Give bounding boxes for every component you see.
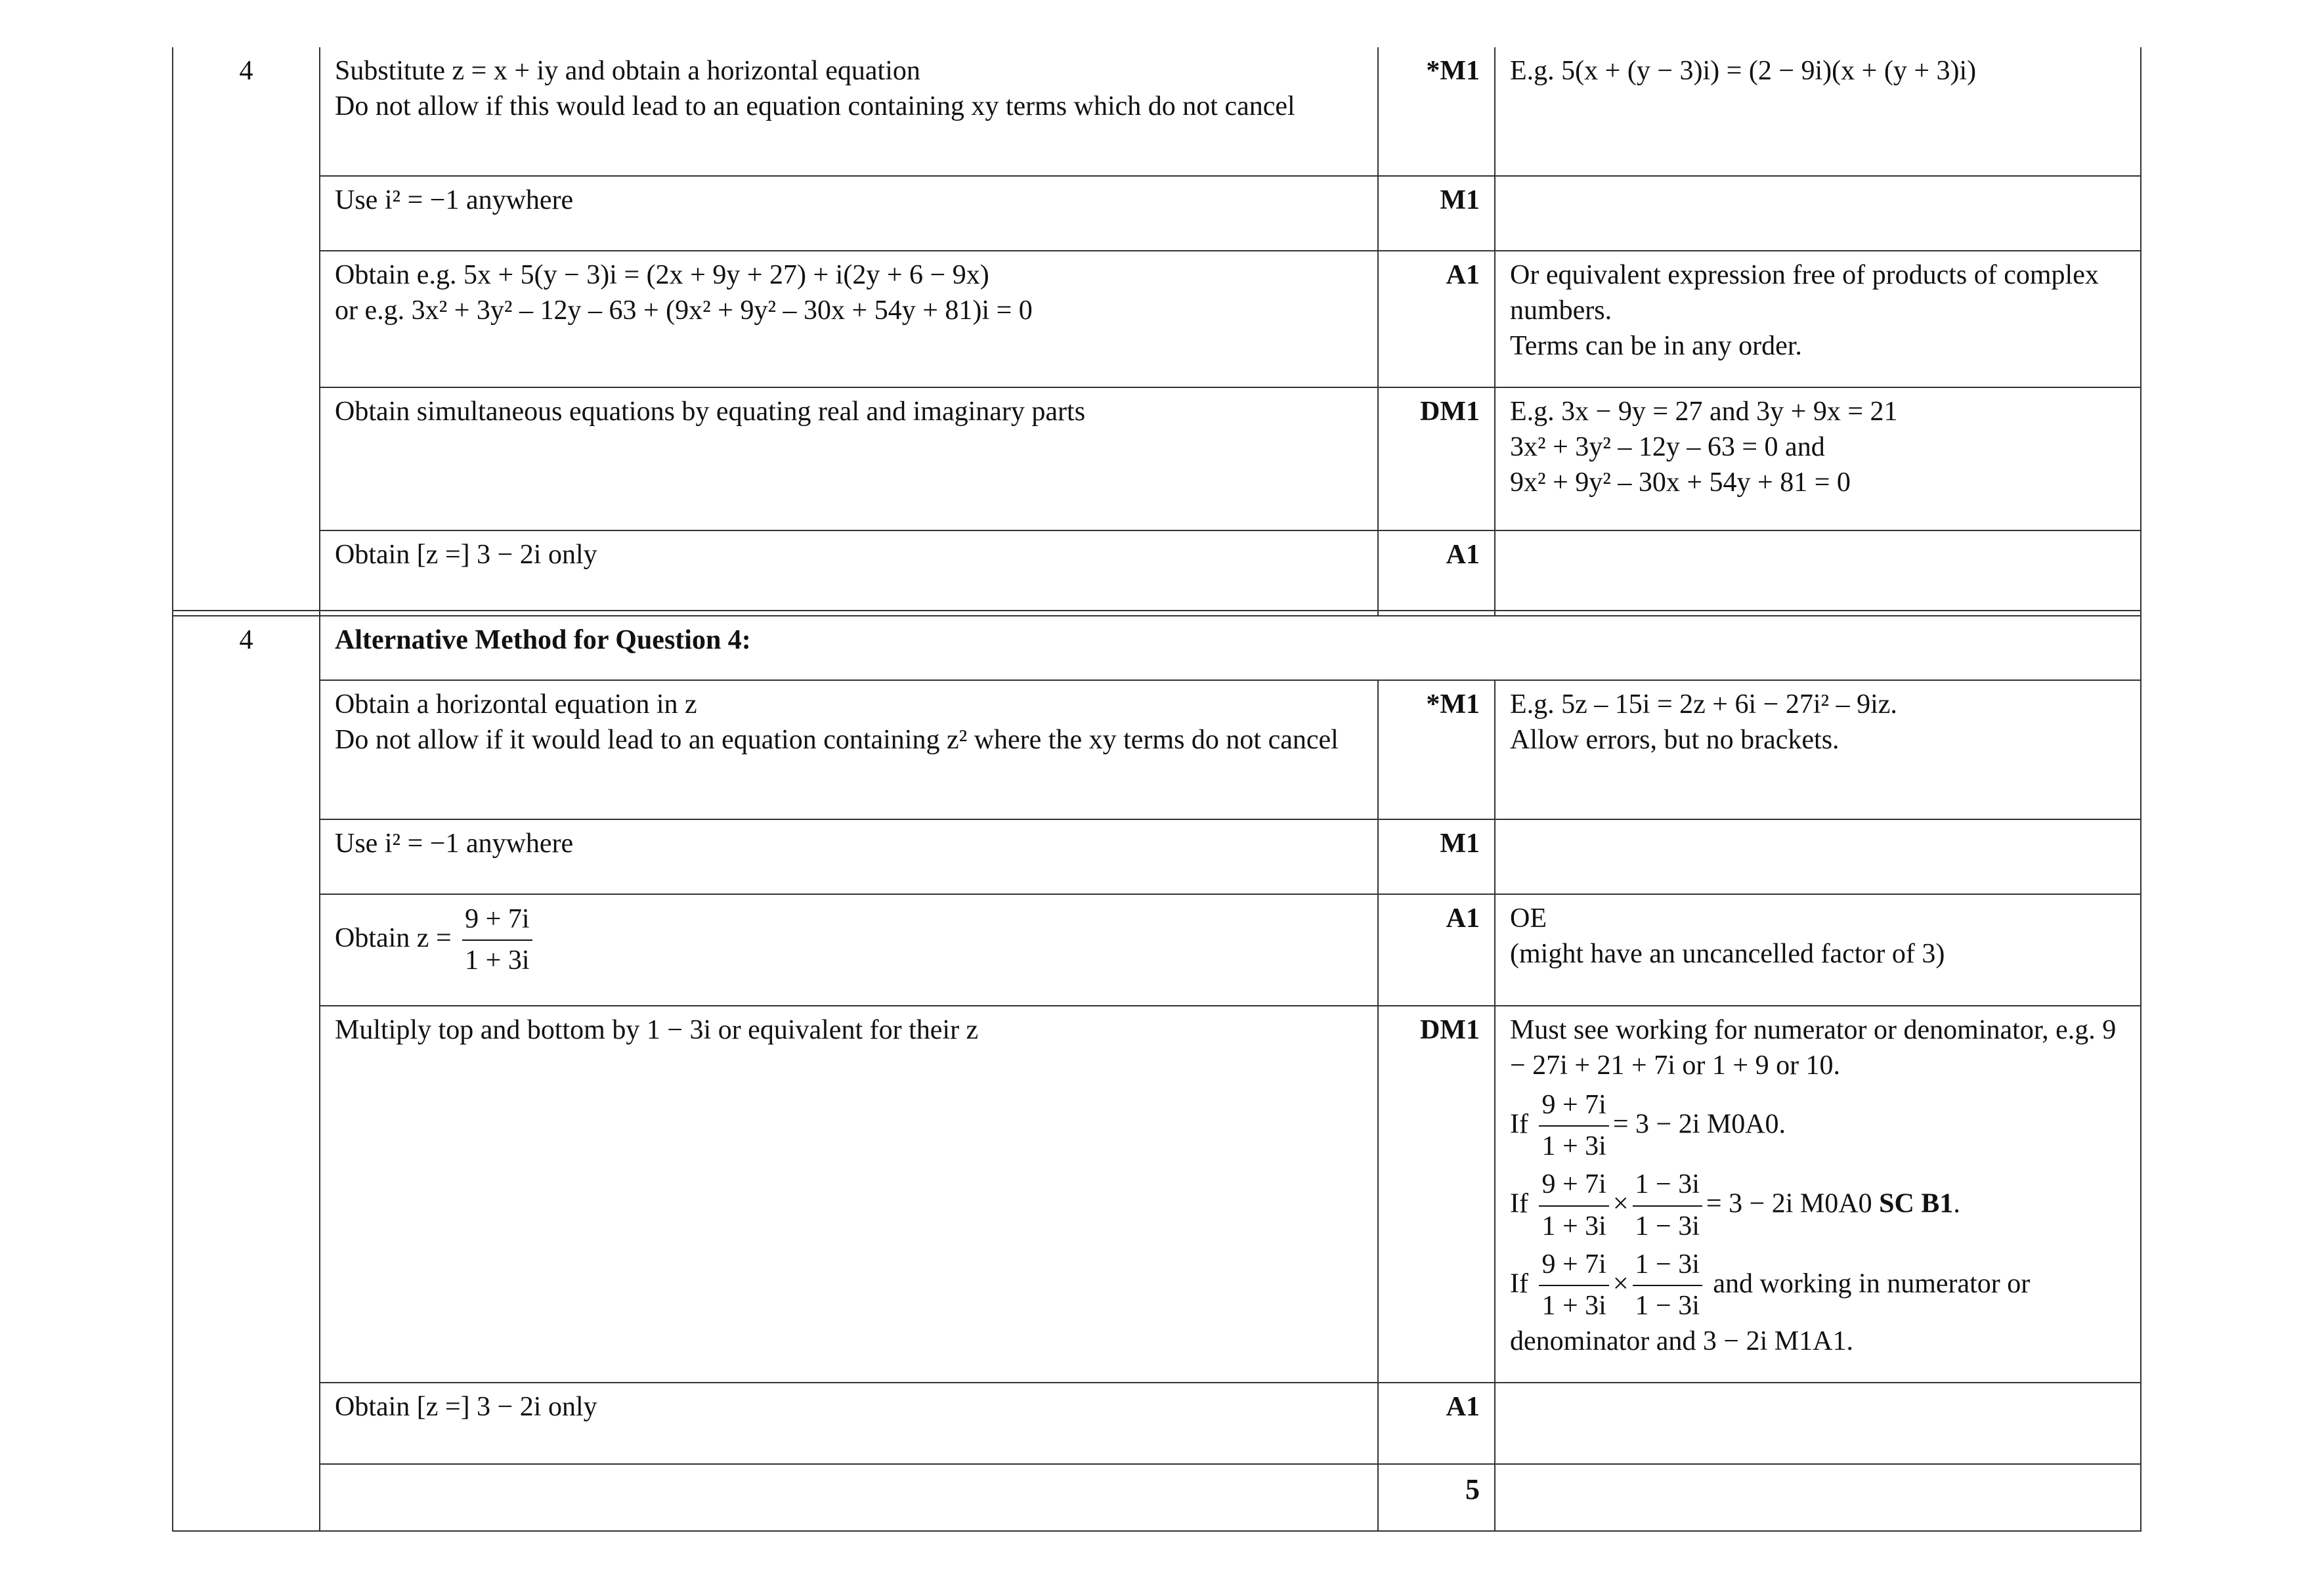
mark-cell: M1 — [1378, 819, 1495, 894]
answer-cell — [320, 530, 1378, 611]
fraction-denominator: 1 − 3i — [1635, 1291, 1700, 1322]
guidance-cell — [1495, 1464, 2141, 1531]
guidance-line: OE — [1510, 903, 1547, 934]
answer-line: Obtain simultaneous equations by equating real and imaginary parts — [335, 397, 1086, 427]
mark-cell: A1 — [1378, 251, 1495, 387]
answer-line: Obtain [z =] 3 − 2i only — [335, 540, 597, 570]
alt-row-2 — [173, 819, 2141, 894]
answer-line: Do not allow if this would lead to an equation containing xy terms which do not cancel — [335, 91, 1295, 121]
answer-cell — [320, 387, 1378, 530]
guidance-line: E.g. 5(x + (y − 3)i) = (2 − 9i)(x + (y + 3)i) — [1510, 56, 1977, 86]
main-row-2 — [173, 176, 2141, 251]
answer-cell — [320, 251, 1378, 387]
fraction — [1633, 1167, 1702, 1245]
guidance-equation-3 — [1510, 1247, 2126, 1325]
total-marks: 5 — [1378, 1464, 1495, 1531]
fraction-denominator: 1 + 3i — [465, 945, 530, 976]
fraction — [462, 902, 532, 980]
mark-cell: DM1 — [1378, 387, 1495, 530]
times-sign: × — [1612, 1268, 1629, 1299]
guidance-line: Terms can be in any order. — [1510, 330, 1802, 361]
answer-line: Do not allow if it would lead to an equation containing z² where the xy terms do not cancel — [335, 724, 1339, 755]
equation-tail: = 3 − 2i M0A0. — [1612, 1108, 1786, 1139]
answer-cell — [320, 1383, 1378, 1464]
guidance-cell — [1495, 680, 2141, 819]
equation-tail: = 3 − 2i M0A0 — [1706, 1188, 1872, 1219]
guidance-cell — [1495, 1006, 2141, 1383]
guidance-line: 9x² + 9y² – 30x + 54y + 81 = 0 — [1510, 467, 1851, 498]
total-row — [173, 1464, 2141, 1531]
fraction-numerator: 9 + 7i — [462, 902, 532, 941]
main-row-4 — [173, 387, 2141, 530]
times-sign: × — [1612, 1188, 1629, 1219]
alt-method-heading: Alternative Method for Question 4: — [320, 616, 2141, 680]
if-label: If — [1510, 1188, 1528, 1219]
main-row-5 — [173, 530, 2141, 611]
if-label: If — [1510, 1108, 1528, 1139]
answer-cell — [320, 894, 1378, 1006]
guidance-cell — [1495, 1383, 2141, 1464]
mark-cell: *M1 — [1378, 47, 1495, 176]
answer-line: Obtain a horizontal equation in z — [335, 689, 697, 720]
fraction-denominator: 1 + 3i — [1541, 1291, 1606, 1322]
mark-cell: A1 — [1378, 1383, 1495, 1464]
mark-scheme-table — [172, 47, 2142, 1532]
if-label: If — [1510, 1268, 1528, 1299]
guidance-line: E.g. 5z – 15i = 2z + 6i − 27i² – 9iz. — [1510, 689, 1897, 720]
answer-cell — [320, 176, 1378, 251]
fraction — [1539, 1088, 1608, 1165]
answer-line: Substitute z = x + iy and obtain a horizontal equation — [335, 56, 920, 86]
guidance-cell — [1495, 47, 2141, 176]
question-number: 4 — [173, 47, 320, 611]
equation-tail: and working in numerator or — [1706, 1268, 2031, 1299]
answer-line: Obtain e.g. 5x + 5(y − 3)i = (2x + 9y + 27) + i(2y + 6 − 9x) — [335, 260, 989, 290]
guidance-line: 3x² + 3y² – 12y – 63 = 0 and — [1510, 431, 1825, 462]
alt-row-1 — [173, 680, 2141, 819]
fraction — [1539, 1167, 1608, 1245]
fraction — [1539, 1247, 1608, 1325]
guidance-line: denominator and 3 − 2i M1A1. — [1510, 1326, 1853, 1356]
question-number: 4 — [173, 616, 320, 1531]
alt-row-5 — [173, 1383, 2141, 1464]
guidance-cell — [1495, 530, 2141, 611]
answer-cell — [320, 47, 1378, 176]
section-separator — [173, 611, 2141, 616]
answer-cell — [320, 1006, 1378, 1383]
special-case-mark: SC B1 — [1879, 1188, 1954, 1219]
main-row-1 — [173, 47, 2141, 176]
guidance-line: Allow errors, but no brackets. — [1510, 724, 1840, 755]
alt-row-4 — [173, 1006, 2141, 1383]
answer-line: or e.g. 3x² + 3y² – 12y – 63 + (9x² + 9y² – 30x + 54y + 81)i = 0 — [335, 295, 1033, 326]
answer-label: Obtain z = — [335, 923, 452, 953]
guidance-cell — [1495, 251, 2141, 387]
guidance-equation-1 — [1510, 1088, 2126, 1165]
fraction-numerator: 9 + 7i — [1539, 1247, 1608, 1287]
answer-cell — [320, 1464, 1378, 1531]
answer-line: Use i² = −1 anywhere — [335, 185, 574, 215]
mark-cell: A1 — [1378, 530, 1495, 611]
alt-row-3 — [173, 894, 2141, 1006]
answer-line: Multiply top and bottom by 1 − 3i or equivalent for their z — [335, 1015, 979, 1045]
guidance-cell — [1495, 819, 2141, 894]
fraction-denominator: 1 − 3i — [1635, 1211, 1700, 1241]
guidance-cell — [1495, 387, 2141, 530]
guidance-line: (might have an uncancelled factor of 3) — [1510, 938, 1945, 969]
fraction-denominator: 1 + 3i — [1541, 1211, 1606, 1241]
answer-cell — [320, 680, 1378, 819]
answer-line: Obtain [z =] 3 − 2i only — [335, 1392, 597, 1422]
mark-scheme-sheet — [172, 47, 2140, 1532]
guidance-cell — [1495, 894, 2141, 1006]
mark-cell: DM1 — [1378, 1006, 1495, 1383]
alt-heading-row — [173, 616, 2141, 680]
fraction-numerator: 9 + 7i — [1539, 1167, 1608, 1207]
guidance-intro: Must see working for numerator or denominator, e.g. 9 − 27i + 21 + 7i or 1 + 9 or 10. — [1510, 1015, 2117, 1081]
fraction-numerator: 1 − 3i — [1633, 1167, 1702, 1207]
fraction-denominator: 1 + 3i — [1541, 1131, 1606, 1162]
mark-cell: A1 — [1378, 894, 1495, 1006]
fraction-numerator: 1 − 3i — [1633, 1247, 1702, 1287]
answer-cell — [320, 819, 1378, 894]
answer-line: Use i² = −1 anywhere — [335, 829, 574, 859]
fraction — [1633, 1247, 1702, 1325]
mark-cell: M1 — [1378, 176, 1495, 251]
fraction-numerator: 9 + 7i — [1539, 1088, 1608, 1127]
guidance-line: Or equivalent expression free of products of complex numbers. — [1510, 260, 2099, 326]
guidance-cell — [1495, 176, 2141, 251]
equation-end: . — [1953, 1188, 1960, 1219]
mark-cell: *M1 — [1378, 680, 1495, 819]
guidance-equation-2 — [1510, 1167, 2126, 1245]
guidance-line: E.g. 3x − 9y = 27 and 3y + 9x = 21 — [1510, 397, 1898, 427]
main-row-3 — [173, 251, 2141, 387]
